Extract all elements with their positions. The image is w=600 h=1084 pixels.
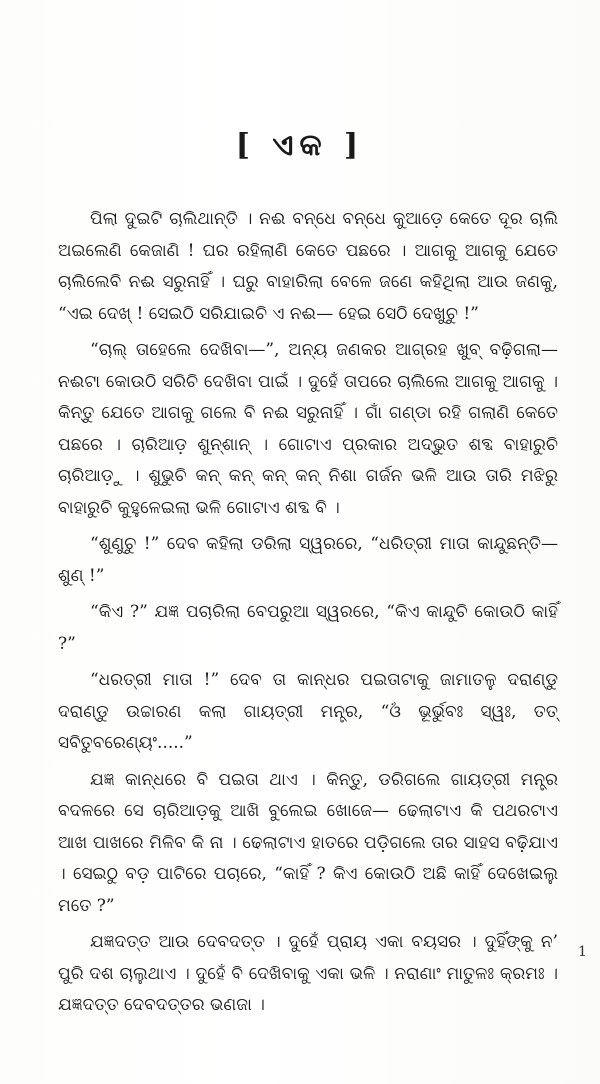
paragraph-1: ପିଲା ଦୁଇଟି ଚାଲିଥାନ୍ତି । ନଈ ବନ୍ଧେ ବନ୍ଧେ କୁଆଡ଼େ କେତେ ଦୂର ଚାଲି ଅଇଲେଣି କେଜାଣି ! ଘର ରହିଲାଣି କେତେ ପଛରେ । ଆଗକୁ ଆଗକୁ ଯେତେ ଚାଲିଲେବି ନଈ ସରୁନାହିଁ । ଘରୁ ବାହାରିଲା ବେଳେ ଜଣେ କହିଥିଲା ଆଉ ଜଣକୁ, “ଏଇ ଦେଖ୍ ! ସେଇଠି ସରିଯାଇଚି ଏ ନଈ— ହେଇ ସେଠି ଦେଖୁଚୁ !” (58, 209, 558, 324)
paragraph-7: ଯଜ୍ଞଦତ୍ତ ଆଉ ଦେବଦତ୍ତ । ଦୁହେଁ ପ୍ରାୟ ଏକା ବୟସର । ଦୁହିଁଙ୍କୁ ନ’ ପୁରି ଦଶ ଚାଲୁଥାଏ । ଦୁହେଁ ବି ଦେଖିବାକୁ ଏକା ଭଳି । ନରାଣାଂ ମାତୁଳଃ କ୍ରମଃ । ଯଜ୍ଞଦତ୍ତ ଦେବଦତ୍ତର ଭଣଜା । (58, 932, 558, 1015)
paragraph-6: ଯଜ୍ଞ କାନ୍ଧରେ ବି ପଇତା ଥାଏ । କିନ୍ତୁ, ଡରିଗଲେ ଗାୟତ୍ରୀ ମନ୍ତ୍ର ବଦଳରେ ସେ ଚାରିଆଡ଼କୁ ଆଖି ବୁଲେଇ ଖୋଜେ— ଢେଲାଟାଏ କି ପଥରଟାଏ ଆଖ ପାଖରେ ମିଳିବ କି ନା । ଢେଲାଟାଏ ହାତରେ ପଡ଼ିଗଲେ ତାର ସାହସ ବଢ଼ିଯାଏ । ସେଇଠୁ ବଡ଼ ପାଟିରେ ପଚାରେ, “କାହିଁ ? କିଏ କୋଉଠି ଅଛି କାହିଁ ଦେଖେଇଲୁ ମତେ ?” (58, 769, 558, 916)
margin-mark: 1 (578, 944, 587, 960)
paragraph-4: “କିଏ ?” ଯଜ୍ଞ ପଚାରିଲା ବେପରୁଆ ସ୍ୱରରେ, “କିଏ କାନ୍ଦୁଚି କୋଉଠି କାହିଁ ?” (58, 602, 558, 654)
paragraph-2: “ଚାଲ୍ ତାହେଲେ ଦେଖିବା—”, ଅନ୍ୟ ଜଣକର ଆଗ୍ରହ ଖୁବ୍ ବଢ଼ିଗଲା— ନଈଟା କୋଉଠି ସରିଚି ଦେଖିବା ପାଇଁ । ଦୁହେଁ ତାପରେ ଚାଲିଲେ ଆଗକୁ ଆଗକୁ । କିନ୍ତୁ ଯେତେ ଆଗକୁ ଗଲେ ବି ନଈ ସରୁନାହିଁ । ଗାଁ ଗଣ୍ଡା ରହି ଗଲାଣି କେତେ ପଛରେ । ଚାରିଆଡ଼ ଶୁନ୍‌ଶାନ୍ । ଗୋଟାଏ ପ୍ରକାର ଅଦ୍ଭୁତ ଶବ୍ଦ ବାହାରୁଚି ଚାରିଆଡ଼ୁ । ଶୁଭୁଚି କନ୍ କନ୍ କନ୍ କନ୍ ନିଶା ଗର୍ଜନ ଭଳି ଆଉ ତାରି ମଝିରୁ ବାହାରୁଚି କୁହୁଳେଇଲା ଭଳି ଗୋଟାଏ ଶବ୍ଦ ବି । (58, 340, 558, 518)
paragraph-3: “ଶୁଣୁଚୁ !” ଦେବ କହିଲା ଡରିଲା ସ୍ୱରରେ, “ଧରିତ୍ରୀ ମାତା କାନ୍ଦୁଛନ୍ତି— ଶୁଣ୍ !” (58, 534, 558, 586)
chapter-heading: [ ଏକ ] (235, 128, 365, 163)
body-text (58, 204, 558, 1027)
paragraph-5: “ଧରତ୍ରୀ ମାତା !” ଦେବ ତା କାନ୍ଧର ପଇତାଟାକୁ ଜାମାତଳୁ ଦରାଣ୍ଡୁ ଦରାଣ୍ଡୁ ଉଚ୍ଚାରଣ କଲା ଗାୟତ୍ରୀ ମନ୍ତ୍ର, “ଓଁ ଭୂର୍ଭୁବଃ ସ୍ୱଃ, ତତ୍ ସବିତୁବରେଣ୍ୟଂ.....” (58, 670, 558, 753)
